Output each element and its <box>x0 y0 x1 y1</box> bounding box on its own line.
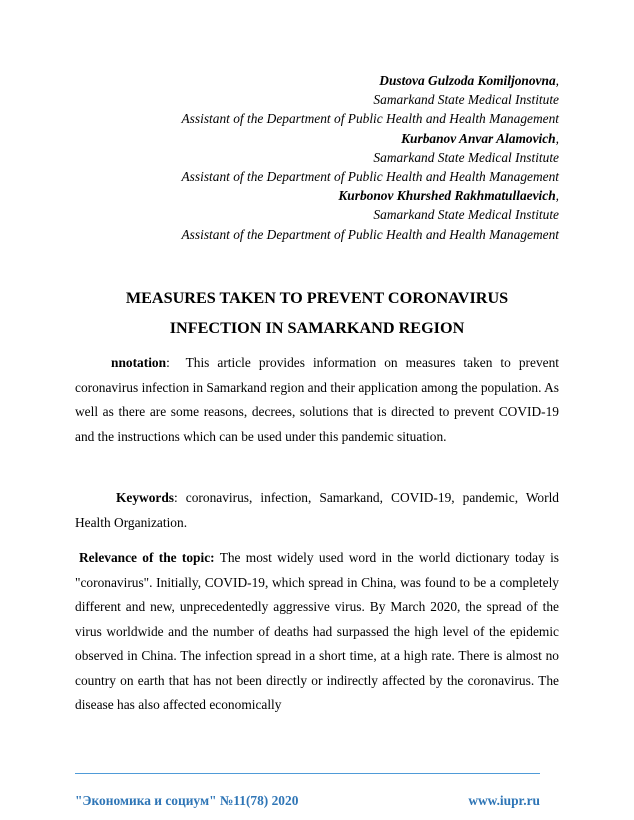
author-block <box>60 71 559 244</box>
title-line-1: MEASURES TAKEN TO PREVENT CORONAVIRUS <box>125 289 509 307</box>
author-name: Kurbanov Anvar Alamovich, <box>401 130 559 146</box>
footer-divider <box>75 773 540 774</box>
author-institution: Samarkand State Medical Institute <box>373 92 559 108</box>
author-1 <box>60 71 559 129</box>
author-position: Assistant of the Department of Public Health and Health Management <box>181 226 559 242</box>
relevance-label: Relevance of the topic: <box>79 550 215 565</box>
author-institution: Samarkand State Medical Institute <box>373 149 559 165</box>
abstract-label: nnotation <box>111 355 167 370</box>
abstract-paragraph: nnotation: This article provides information on measures taken to prevent coronavirus infection in Samarkand region and their application among the population. As well as there are some reasons, decrees, solutions that is directed to prevent COVID-19 and the instructions which can be used under this pandemic situation. <box>75 355 559 444</box>
relevance-text: The most widely used word in the world dictionary today is "coronavirus". Initially, COVID-19, which spread in China, was found to be a completely different and new, unprecedentedly aggressive virus. By March 2020, the spread of the virus worldwide and the number of deaths had surpassed the high level of the epidemic observed in China. The infection spread in a short time, at a high rate. There is almost no country on earth that has not been directly or indirectly affected by the coronavirus. The disease has also affected economically <box>75 550 559 712</box>
journal-website: www.iupr.ru <box>468 793 540 808</box>
title-line-2: INFECTION IN SAMARKAND REGION <box>169 319 465 337</box>
author-institution: Samarkand State Medical Institute <box>373 207 559 223</box>
author-position: Assistant of the Department of Public Health and Health Management <box>181 169 559 185</box>
author-3 <box>60 186 559 244</box>
author-name: Dustova Gulzoda Komiljonovna, <box>379 73 559 88</box>
relevance-paragraph <box>75 546 559 718</box>
keywords-paragraph: Keywords: coronavirus, infection, Samarkand, COVID-19, pandemic, World Health Organization. <box>75 490 559 530</box>
author-name: Kurbonov Khurshed Rakhmatullaevich, <box>338 188 559 204</box>
author-2 <box>60 129 559 187</box>
keywords-label: Keywords <box>116 490 175 505</box>
abstract-text: This article provides information on measures taken to prevent coronavirus infection in Samarkand region and their application among the population. As well as there are some reasons, decrees, solutions that is directed to prevent COVID-19 and the instructions which can be used under this pandemic situation. <box>75 355 559 444</box>
article-title <box>40 283 594 343</box>
keywords-text: coronavirus, infection, Samarkand, COVID-19, pandemic, World Health Organization. <box>75 490 559 530</box>
author-position: Assistant of the Department of Public Health and Health Management <box>181 111 559 127</box>
journal-name: "Экономика и социум" №11(78) 2020 <box>75 793 299 808</box>
